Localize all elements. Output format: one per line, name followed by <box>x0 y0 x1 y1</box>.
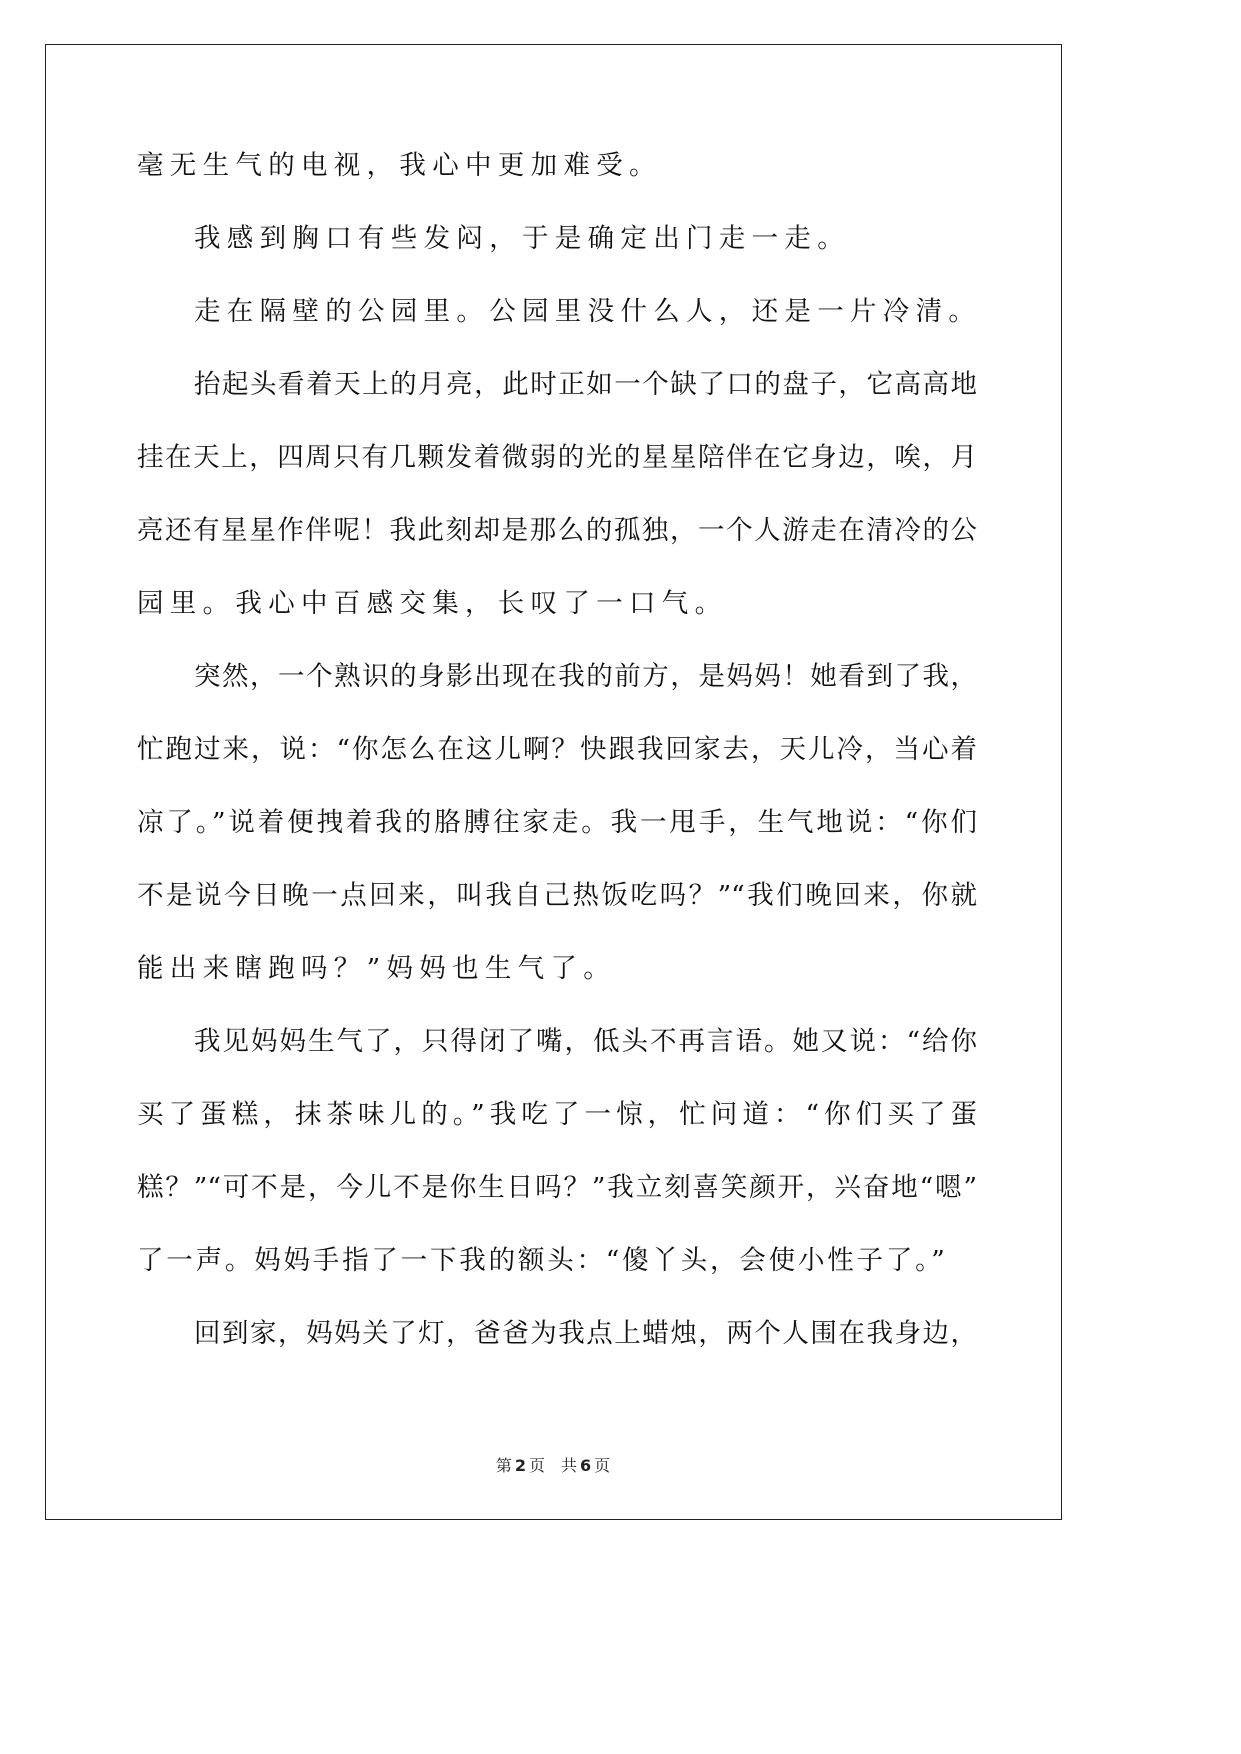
text-line: 忙跑过来，说：“你怎么在这儿啊？快跟我回家去，天儿冷，当心着 <box>137 734 977 765</box>
text-line: 凉了。”说着便拽着我的胳膊往家走。我一甩手，生气地说：“你们 <box>137 807 977 838</box>
text-line: 突然，一个熟识的身影出现在我的前方，是妈妈！她看到了我， <box>194 661 977 692</box>
page-number: 2 <box>514 1456 526 1475</box>
text-line: 能出来瞎跑吗？”妈妈也生气了。 <box>137 953 617 984</box>
text-line: 走在隔壁的公园里。公园里没什么人，还是一片冷清。 <box>194 296 982 327</box>
text-line: 挂在天上，四周只有几颗发着微弱的光的星星陪伴在它身边，唉，月 <box>137 442 977 473</box>
text-line: 毫无生气的电视，我心中更加难受。 <box>137 150 662 181</box>
text-line: 不是说今日晚一点回来，叫我自己热饭吃吗？”“我们晚回来，你就 <box>137 880 977 911</box>
text-line: 我见妈妈生气了，只得闭了嘴，低头不再言语。她又说：“给你 <box>194 1026 977 1057</box>
total-pages: 6 <box>580 1456 592 1475</box>
text-line: 亮还有星星作伴呢！我此刻却是那么的孤独，一个人游走在清冷的公 <box>137 515 977 546</box>
text-line: 我感到胸口有些发闷，于是确定出门走一走。 <box>194 223 850 254</box>
page-footer <box>0 1453 1106 1476</box>
footer-suffix: 页 <box>594 1456 611 1475</box>
text-line: 园里。我心中百感交集，长叹了一口气。 <box>137 588 728 619</box>
text-line: 了一声。妈妈手指了一下我的额头：“傻丫头，会使小性子了。” <box>137 1245 948 1276</box>
text-line: 抬起头看着天上的月亮，此时正如一个缺了口的盘子，它高高地 <box>194 369 977 400</box>
footer-mid: 页 共 <box>528 1456 577 1475</box>
footer-prefix: 第 <box>495 1456 512 1475</box>
document-body <box>137 144 982 1385</box>
text-line: 回到家，妈妈关了灯，爸爸为我点上蜡烛，两个人围在我身边， <box>194 1318 977 1349</box>
text-line: 糕？”“可不是，今儿不是你生日吗？”我立刻喜笑颜开，兴奋地“嗯” <box>137 1172 977 1203</box>
text-line: 买了蛋糕，抹茶味儿的。”我吃了一惊，忙问道：“你们买了蛋 <box>137 1099 977 1130</box>
